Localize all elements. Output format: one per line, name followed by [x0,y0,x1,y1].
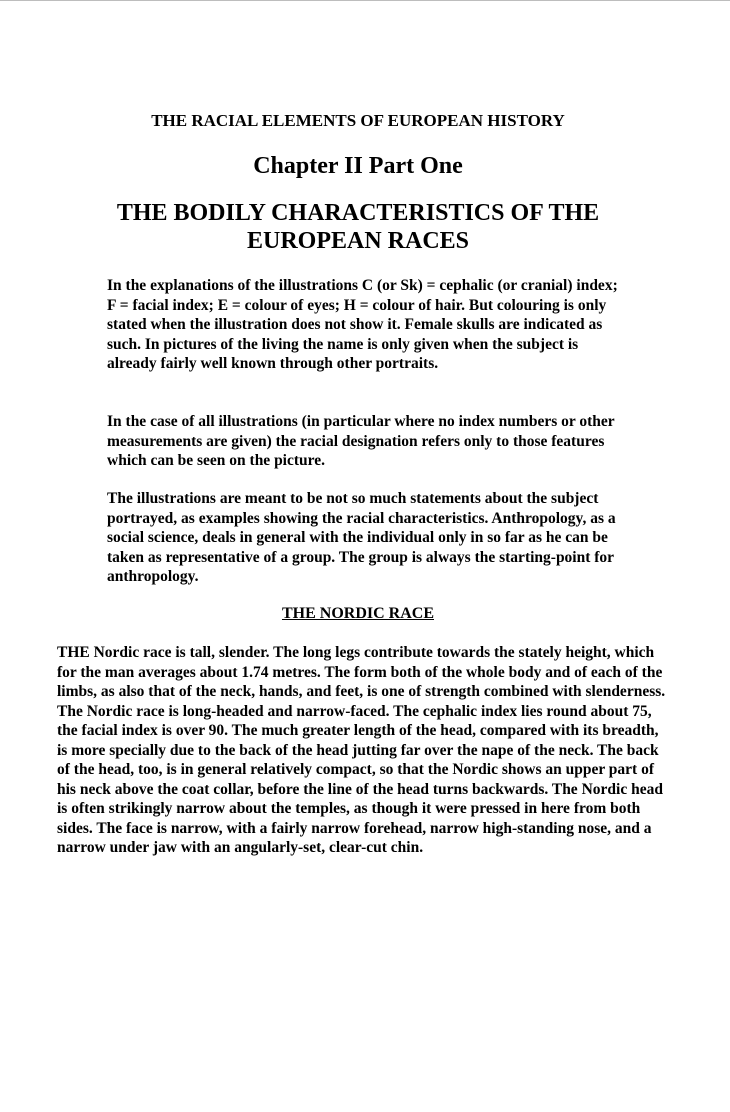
book-title: THE RACIAL ELEMENTS OF EUROPEAN HISTORY [151,111,565,130]
intro-paragraph: In the case of all illustrations (in particular where no index numbers or other measurements are given) the racial designation refers only to those features which can be seen on the picture. [107,413,615,469]
nordic-race-heading: THE NORDIC RACE [281,605,434,622]
intro-paragraph: The illustrations are meant to be not so much statements about the subject portrayed, as examples showing the racial characteristics. Anthropology, as a social science, deals in general with the individual only in so far as he can be taken as representative of a group. The group is always the starting-point for anthropology. [107,490,616,585]
top-rule [0,0,730,1]
section-title: THE BODILY CHARACTERISTICS OF THE EUROPEAN RACES [116,200,600,254]
nordic-race-paragraph: THE Nordic race is tall, slender. The long legs contribute towards the stately height, which for the man averages about 1.74 metres. The form both of the whole body and of each of the limbs, as also that of the neck, hands, and feet, is one of strength combined with slenderness. The Nordic race is long-headed and narrow-faced. The cephalic index lies round about 75, the facial index is over 90. The much greater length of the head, compared with its breadth, is more specially due to the back of the head jutting far over the nape of the neck. The back of the head, too, is in general relatively compact, so that the Nordic shows an upper part of his neck above the coat collar, before the line of the head turns backwards. The Nordic head is often strikingly narrow about the temples, as though it were pressed in here from both sides. The face is narrow, with a fairly narrow forehead, narrow high-standing nose, and a narrow under jaw with an angularly-set, clear-cut chin. [57,644,666,856]
chapter-heading: Chapter II Part One [253,153,463,179]
intro-paragraph: In the explanations of the illustrations C (or Sk) = cephalic (or cranial) index; F = facial index; E = colour of eyes; H = colour of hair. But colouring is only stated when the illustration does not show it. Female skulls are indicated as such. In pictures of the living the name is only given when the subject is already fairly well known through other portraits. [107,277,618,372]
